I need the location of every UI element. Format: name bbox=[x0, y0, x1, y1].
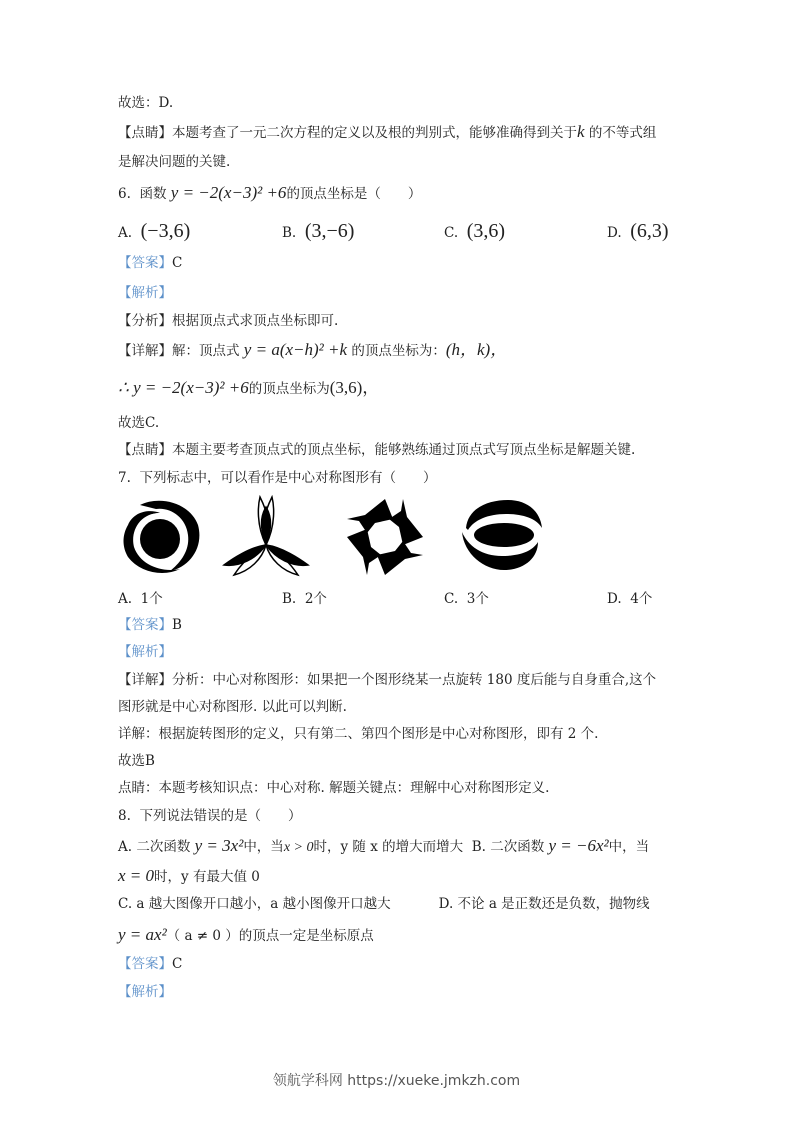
q6-therefore: ∴ y = −2(x−3)² +6的顶点坐标为(3,6)， bbox=[118, 378, 380, 397]
q8-analysis-tag: 【解析】 bbox=[118, 984, 172, 1000]
q7-detail-line2: 图形就是中心对称图形. 以此可以判断. bbox=[118, 699, 347, 715]
q6-comment: 【点睛】本题主要考查顶点式的顶点坐标，能够熟练通过顶点式写顶点坐标是解题关键. bbox=[118, 442, 636, 458]
q6-formula: y = −2(x−3)² +6 bbox=[170, 183, 287, 202]
q6-stem: 6. 函数 y = −2(x−3)² +6的顶点坐标是（ ） bbox=[118, 183, 422, 202]
q6-analysis-tag: 【解析】 bbox=[118, 285, 172, 301]
q7-option-c: C. 3个 bbox=[444, 591, 489, 607]
q5-comment-line2: 是解决问题的关键. bbox=[118, 154, 231, 170]
q7-comment: 点睛：本题考核知识点：中心对称. 解题关键点：理解中心对称图形定义. bbox=[118, 780, 550, 796]
q8-answer: 【答案】C bbox=[118, 956, 183, 972]
q6-option-c: C. (3,6) bbox=[444, 220, 506, 242]
q5-comment: 【点睛】本题考查了一元二次方程的定义以及根的判别式，能够准确得到关于k 的不等式组 bbox=[118, 122, 657, 141]
q7-stem: 7. 下列标志中，可以看作是中心对称图形有（ ） bbox=[118, 470, 437, 486]
q7-conclusion: 故选B bbox=[118, 753, 155, 769]
q6-option-b: B. (3,−6) bbox=[282, 220, 355, 242]
q8-option-b-line2: x = 0时，y 有最大值 0 bbox=[118, 866, 260, 885]
q7-option-b: B. 2个 bbox=[282, 591, 327, 607]
q8-stem: 8. 下列说法错误的是（ ） bbox=[118, 808, 302, 824]
four-star-logo-icon bbox=[345, 497, 425, 577]
q6-option-d: D. (6,3) bbox=[607, 220, 669, 242]
q8-option-d-line2: y = ax²（ a ≠ 0 ）的顶点一定是坐标原点 bbox=[118, 925, 374, 944]
three-petal-logo-icon bbox=[220, 495, 312, 580]
split-ring-logo-icon bbox=[458, 498, 546, 572]
q7-option-a: A. 1个 bbox=[118, 591, 163, 607]
q6-detail: 【详解】解：顶点式 y = a(x−h)² +k 的顶点坐标为：(h，k)， bbox=[118, 340, 508, 359]
q8-options-ab: A. 二次函数 y = 3x²中，当x > 0时，y 随 x 的增大而增大 B. 二次函数 y = −6x²中，当 bbox=[118, 836, 650, 855]
q6-conclusion: 故选C. bbox=[118, 415, 160, 431]
q5-conclusion: 故选：D. bbox=[118, 95, 174, 111]
swirl-circle-logo-icon bbox=[120, 495, 202, 575]
q7-answer: 【答案】B bbox=[118, 617, 182, 633]
q7-detail-line1: 【详解】分析：中心对称图形：如果把一个图形绕某一点旋转 180 度后能与自身重合,这个 bbox=[118, 672, 657, 688]
footer-watermark: 领航学科网 https://xueke.jmkzh.com bbox=[272, 1073, 521, 1089]
comment-tag: 【点睛】 bbox=[118, 125, 172, 141]
q8-options-cd: C. a 越大图像开口越小，a 越小图像开口越大 D. 不论 a 是正数还是负数，抛物线 bbox=[118, 896, 650, 912]
q6-option-a: A. (−3,6) bbox=[118, 220, 191, 242]
q7-detail-line3: 详解：根据旋转图形的定义，只有第二、第四个图形是中心对称图形，即有 2 个. bbox=[118, 726, 599, 742]
q7-analysis-tag: 【解析】 bbox=[118, 644, 172, 660]
q7-option-d: D. 4个 bbox=[607, 591, 653, 607]
q6-answer: 【答案】C bbox=[118, 255, 183, 271]
q6-fenxi: 【分析】根据顶点式求顶点坐标即可. bbox=[118, 313, 339, 329]
